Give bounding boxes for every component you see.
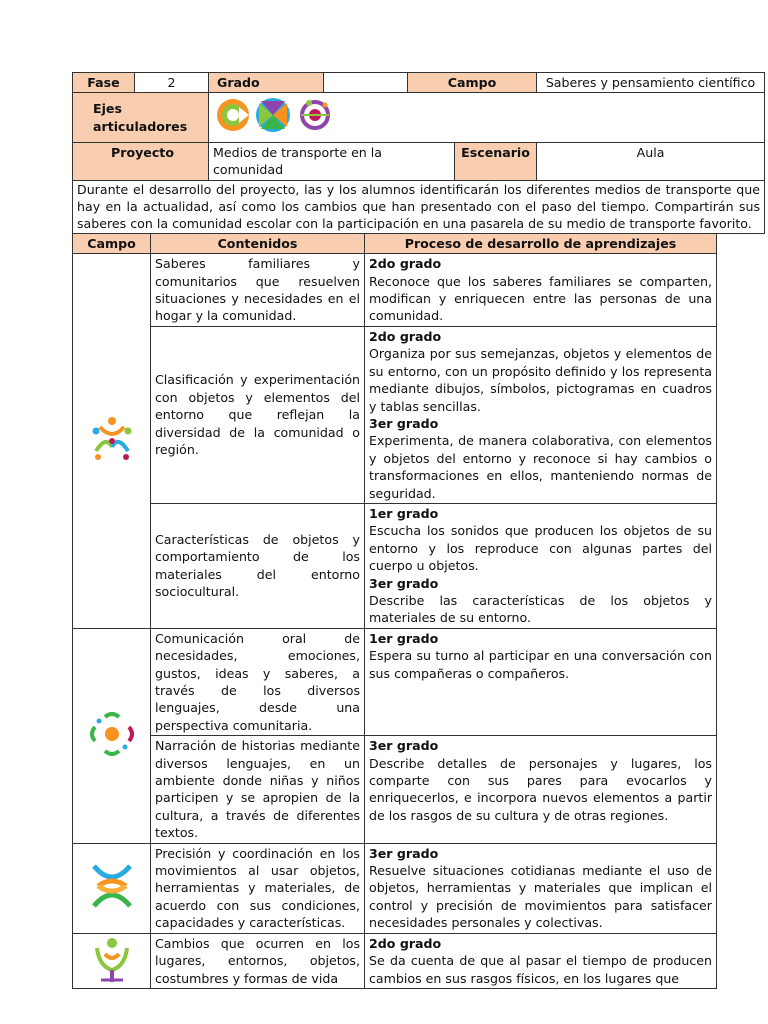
table-row bbox=[73, 254, 717, 327]
campo-cell bbox=[73, 933, 151, 988]
ejes-inclusion-icon bbox=[217, 99, 249, 131]
proceso-text: Describe las características de los objetos y materiales de su entorno. bbox=[369, 592, 712, 626]
ejes-icons bbox=[209, 93, 765, 142]
grade-label: 2do grado bbox=[369, 935, 442, 951]
fase-value: 2 bbox=[135, 73, 209, 93]
proceso-wrapper bbox=[369, 935, 712, 986]
contenido-text: Cambios que ocurren en los lugares, entornos, objetos, costumbres y formas de vida bbox=[155, 935, 360, 986]
grade-label: 1er grado bbox=[369, 505, 439, 521]
grado-value bbox=[324, 73, 408, 93]
grado-label: Grado bbox=[209, 73, 324, 93]
contenido-cell: Comunicación oral de necesidades, emociones, gustos, ideas y saberes, a través de los diversos lenguajes, desde una perspectiva comunitaria. bbox=[151, 628, 365, 735]
ejes-articuladores-icons bbox=[213, 95, 343, 135]
grade-label: 2do grado bbox=[369, 256, 442, 272]
grade-label: 1er grado bbox=[369, 630, 439, 646]
campo-cell bbox=[73, 254, 151, 629]
contenido-cell: Saberes familiares y comunitarios que resuelven situaciones y necesidades en el hogar y la comunidad. bbox=[151, 254, 365, 327]
ejes-interculturalidad-icon bbox=[256, 98, 290, 132]
proceso-cell bbox=[365, 933, 717, 988]
proceso-text: Reconoce que los saberes familiares se comparten, modifican y enriquecen entre las personas de una comunidad. bbox=[369, 273, 712, 324]
contenido-cell: Clasificación y experimentación con objetos y elementos del entorno que reflejan la diversidad de la comunidad o región. bbox=[151, 326, 365, 503]
campo-cell bbox=[73, 843, 151, 933]
fase-label: Fase bbox=[73, 73, 135, 93]
planning-document bbox=[72, 72, 761, 989]
table-row bbox=[73, 843, 717, 933]
grade-label: 2do grado bbox=[369, 328, 442, 344]
campo-label: Campo bbox=[408, 73, 537, 93]
proceso-text: Organiza por sus semejanzas, objetos y elementos de su entorno, con un propósito definido y los representa mediante dibujos, símbolos, pictogramas en cuadros y tablas sencillas. bbox=[369, 346, 712, 414]
contenido-cell: Precisión y coordinación en los movimientos al usar objetos, herramientas y materiales, de acuerdo con sus condiciones, capacidades y características. bbox=[151, 843, 365, 933]
table-row bbox=[73, 503, 717, 628]
proceso-cell bbox=[365, 736, 717, 843]
proceso-cell bbox=[365, 628, 717, 735]
proceso-cell bbox=[365, 326, 717, 503]
campo-cell bbox=[73, 628, 151, 843]
col-proceso: Proceso de desarrollo de aprendizajes bbox=[365, 233, 717, 253]
proyecto-label: Proyecto bbox=[73, 142, 209, 180]
campo-etica-icon bbox=[84, 858, 140, 914]
contenido-cell bbox=[151, 933, 365, 988]
campo-lenguajes-icon bbox=[87, 709, 137, 759]
proceso-text: Se da cuenta de que al pasar el tiempo de producen cambios en sus rasgos físicos, en los lugares que bbox=[369, 953, 712, 986]
escenario-value: Aula bbox=[537, 142, 765, 180]
ejes-pensamiento-critico-icon bbox=[301, 100, 329, 128]
proceso-cell bbox=[365, 254, 717, 327]
contenido-cell: Características de objetos y comportamiento de los materiales del entorno sociocultural. bbox=[151, 503, 365, 628]
table-row bbox=[73, 628, 717, 735]
campo-value: Saberes y pensamiento científico bbox=[537, 73, 765, 93]
escenario-label: Escenario bbox=[455, 142, 537, 180]
proceso-cell bbox=[365, 503, 717, 628]
grade-label: 3er grado bbox=[369, 575, 439, 591]
project-description: Durante el desarrollo del proyecto, las y los alumnos identificarán los diferentes medios de transporte que hay en la actualidad, así como los cambios que han presentado con el paso del tiempo. Compartirán sus saberes con la comunidad escolar con la participación en una pasarela de su medio de transporte favorito. bbox=[73, 180, 765, 233]
proceso-text: Resuelve situaciones cotidianas mediante el uso de objetos, herramientas y materiales que implican el control y precisión de movimientos para satisfacer necesidades personales y colectivas. bbox=[369, 863, 712, 931]
proceso-text: Espera su turno al participar en una conversación con sus compañeras o compañeros. bbox=[369, 648, 712, 681]
contenido-cell: Narración de historias mediante diversos lenguajes, en un ambiente donde niñas y niños participen y se apropien de la cultura, a través de diferentes textos. bbox=[151, 736, 365, 843]
proceso-text: Escucha los sonidos que producen los objetos de su entorno y los reproduce con algunas partes del cuerpo u objetos. bbox=[369, 523, 712, 574]
table-row bbox=[73, 326, 717, 503]
campo-humano-icon bbox=[87, 936, 137, 984]
ejes-label: Ejes articuladores bbox=[73, 93, 209, 142]
proceso-text: Experimenta, de manera colaborativa, con elementos y objetos del entorno y reconoce si hay cambios o transformaciones en ellos, manteniendo normas de seguridad. bbox=[369, 433, 712, 501]
campo-saberes-icon bbox=[84, 411, 140, 467]
table-row bbox=[73, 933, 717, 988]
proceso-text: Describe detalles de personajes y lugares, los comparte con sus pares para evocarlos y enriquecerlos, e incorpora nuevos elementos a partir de los rasgos de su cultura y de otras regiones. bbox=[369, 755, 712, 823]
proceso-cell bbox=[365, 843, 717, 933]
grade-label: 3er grado bbox=[369, 415, 439, 431]
table-row bbox=[73, 736, 717, 843]
grade-label: 3er grado bbox=[369, 845, 439, 861]
header-table bbox=[72, 72, 765, 234]
proyecto-value: Medios de transporte en la comunidad bbox=[209, 142, 455, 180]
col-campo: Campo bbox=[73, 233, 151, 253]
grade-label: 3er grado bbox=[369, 738, 439, 754]
col-contenidos: Contenidos bbox=[151, 233, 365, 253]
content-table bbox=[72, 233, 717, 989]
